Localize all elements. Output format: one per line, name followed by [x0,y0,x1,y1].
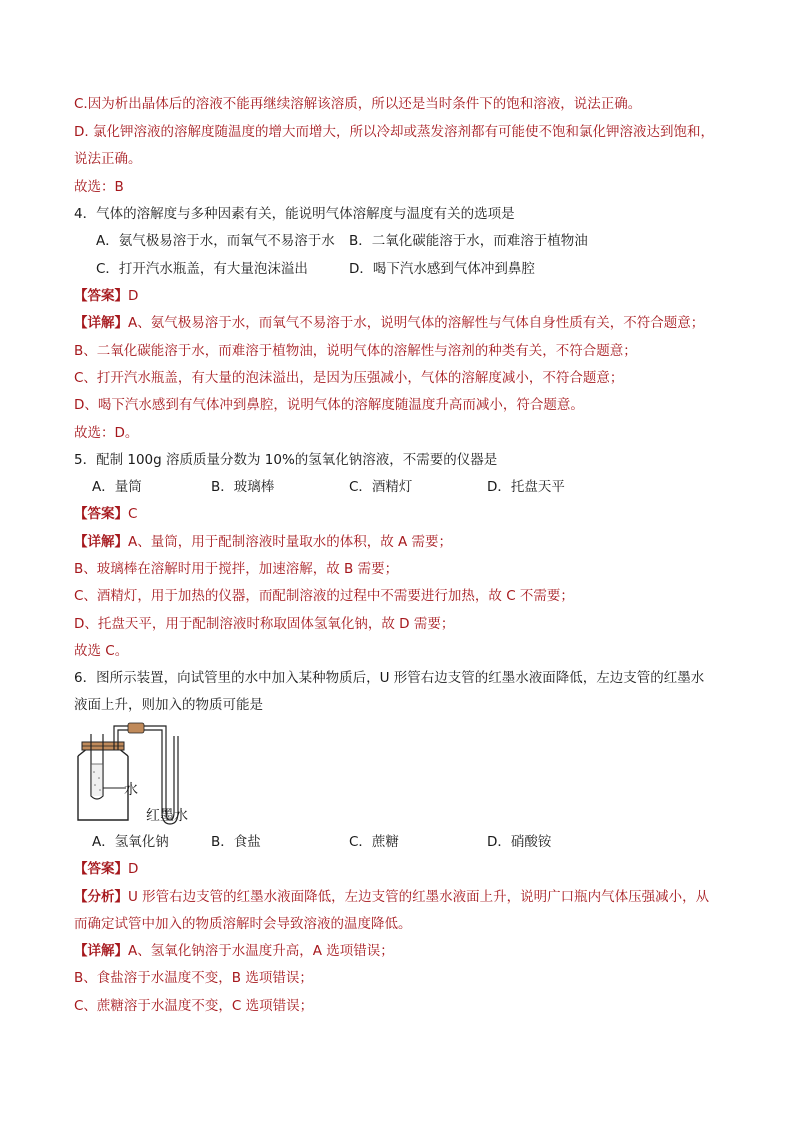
q6-detail-c: C、蔗糖溶于水温度不变，C 选项错误； [74,998,314,1014]
q5-detail-a-text: A、量筒，用于配制溶液时量取水的体积，故 A 需要； [128,534,453,550]
q5-option-c: C．酒精灯 [349,479,413,495]
q6-analysis-line2: 而确定试管中加入的物质溶解时会导致溶液的温度降低。 [74,916,412,932]
q5-detail-tag: 【详解】 [74,534,128,550]
q5-detail-b: B、玻璃棒在溶解时用于搅拌，加速溶解，故 B 需要； [74,561,399,577]
q6-detail-a-text: A、氢氧化钠溶于水温度升高，A 选项错误； [128,943,394,959]
q5-stem: 5．配制 100g 溶质质量分数为 10%的氢氧化钠溶液，不需要的仪器是 [74,452,498,468]
q6-detail-tag: 【详解】 [74,943,128,959]
q4-option-c: C．打开汽水瓶盖，有大量泡沫溢出 [96,261,308,277]
q3-explanation-d-line2: 说法正确。 [74,151,142,167]
q4-detail-a [74,313,734,333]
label-water: 水 [124,782,138,798]
q5-detail-c: C、酒精灯，用于加热的仪器，而配制溶液的过程中不需要进行加热，故 C 不需要； [74,588,574,604]
q6-detail-b: B、食盐溶于水温度不变，B 选项错误； [74,970,313,986]
q6-analysis-line1 [74,887,734,907]
q6-stem-line1: 6．图所示装置，向试管里的水中加入某种物质后，U 形管右边支管的红墨水液面降低，左边支管的红墨水 [74,670,705,686]
connecting-glass-tube [114,726,166,812]
q4-choice: 故选：D。 [74,425,139,441]
q4-option-d: D．喝下汽水感到气体冲到鼻腔 [349,261,535,277]
water-dot [98,777,100,779]
q6-answer-value: D [128,861,139,877]
q6-answer [74,859,734,879]
q5-answer-tag: 【答案】 [74,506,128,522]
q5-answer [74,504,734,524]
q6-option-b: B．食盐 [211,834,261,850]
q4-detail-c: C、打开汽水瓶盖，有大量的泡沫溢出，是因为压强减小，气体的溶解度减小，不符合题意； [74,370,624,386]
q6-analysis-tag: 【分析】 [74,889,128,905]
q3-explanation-d-line1: D. 氯化钾溶液的溶解度随温度的增大而增大，所以冷却或蒸发溶剂都有可能使不饱和氯化钾溶液达到饱和， [74,124,714,140]
q4-answer-value: D [128,288,139,304]
q6-detail-a [74,941,734,961]
label-red-ink: 红墨水 [146,808,188,824]
q5-detail-a [74,532,734,552]
q3-explanation-c: C.因为析出晶体后的溶液不能再继续溶解该溶质，所以还是当时条件下的饱和溶液，说法正确。 [74,96,642,112]
q6-option-d: D．硝酸铵 [487,834,552,850]
q4-answer-tag: 【答案】 [74,288,128,304]
rubber-connector [128,723,144,733]
q3-choice [74,177,734,197]
q4-answer [74,286,734,306]
q6-option-c: C．蔗糖 [349,834,399,850]
q4-option-a: A．氨气极易溶于水，而氧气不易溶于水 [96,233,335,249]
q4-detail-tag: 【详解】 [74,315,128,331]
q4-detail-b: B、二氧化碳能溶于水，而难溶于植物油，说明气体的溶解性与溶剂的种类有关，不符合题意； [74,343,637,359]
q4-option-b: B．二氧化碳能溶于水，而难溶于植物油 [349,233,588,249]
q6-analysis-line1-text: U 形管右边支管的红墨水液面降低，左边支管的红墨水液面上升，说明广口瓶内气体压强减小，从 [128,889,710,905]
q5-detail-d: D、托盘天平，用于配制溶液时称取固体氢氧化钠，故 D 需要； [74,616,455,632]
water-dot [94,784,96,786]
water-dot [93,771,95,773]
q5-option-b: B．玻璃棒 [211,479,275,495]
q5-answer-value: C [128,506,138,522]
q6-answer-tag: 【答案】 [74,861,128,877]
q4-detail-a-text: A、氨气极易溶于水，而氧气不易溶于水，说明气体的溶解性与气体自身性质有关，不符合题意； [128,315,705,331]
q3-choice-value: B [114,179,124,195]
q5-option-a: A．量筒 [92,479,142,495]
q3-choice-label: 故选： [74,179,115,195]
q6-stem-line2: 液面上升，则加入的物质可能是 [74,697,263,713]
q5-choice: 故选 C。 [74,643,129,659]
q4-detail-d: D、喝下汽水感到有气体冲到鼻腔，说明气体的溶解度随温度升高而减小，符合题意。 [74,397,584,413]
test-tube-water [92,764,103,796]
q4-stem: 4．气体的溶解度与多种因素有关，能说明气体溶解度与温度有关的选项是 [74,206,515,222]
water-dot [99,789,101,791]
q6-option-a: A．氢氧化钠 [92,834,169,850]
q5-option-d: D．托盘天平 [487,479,565,495]
